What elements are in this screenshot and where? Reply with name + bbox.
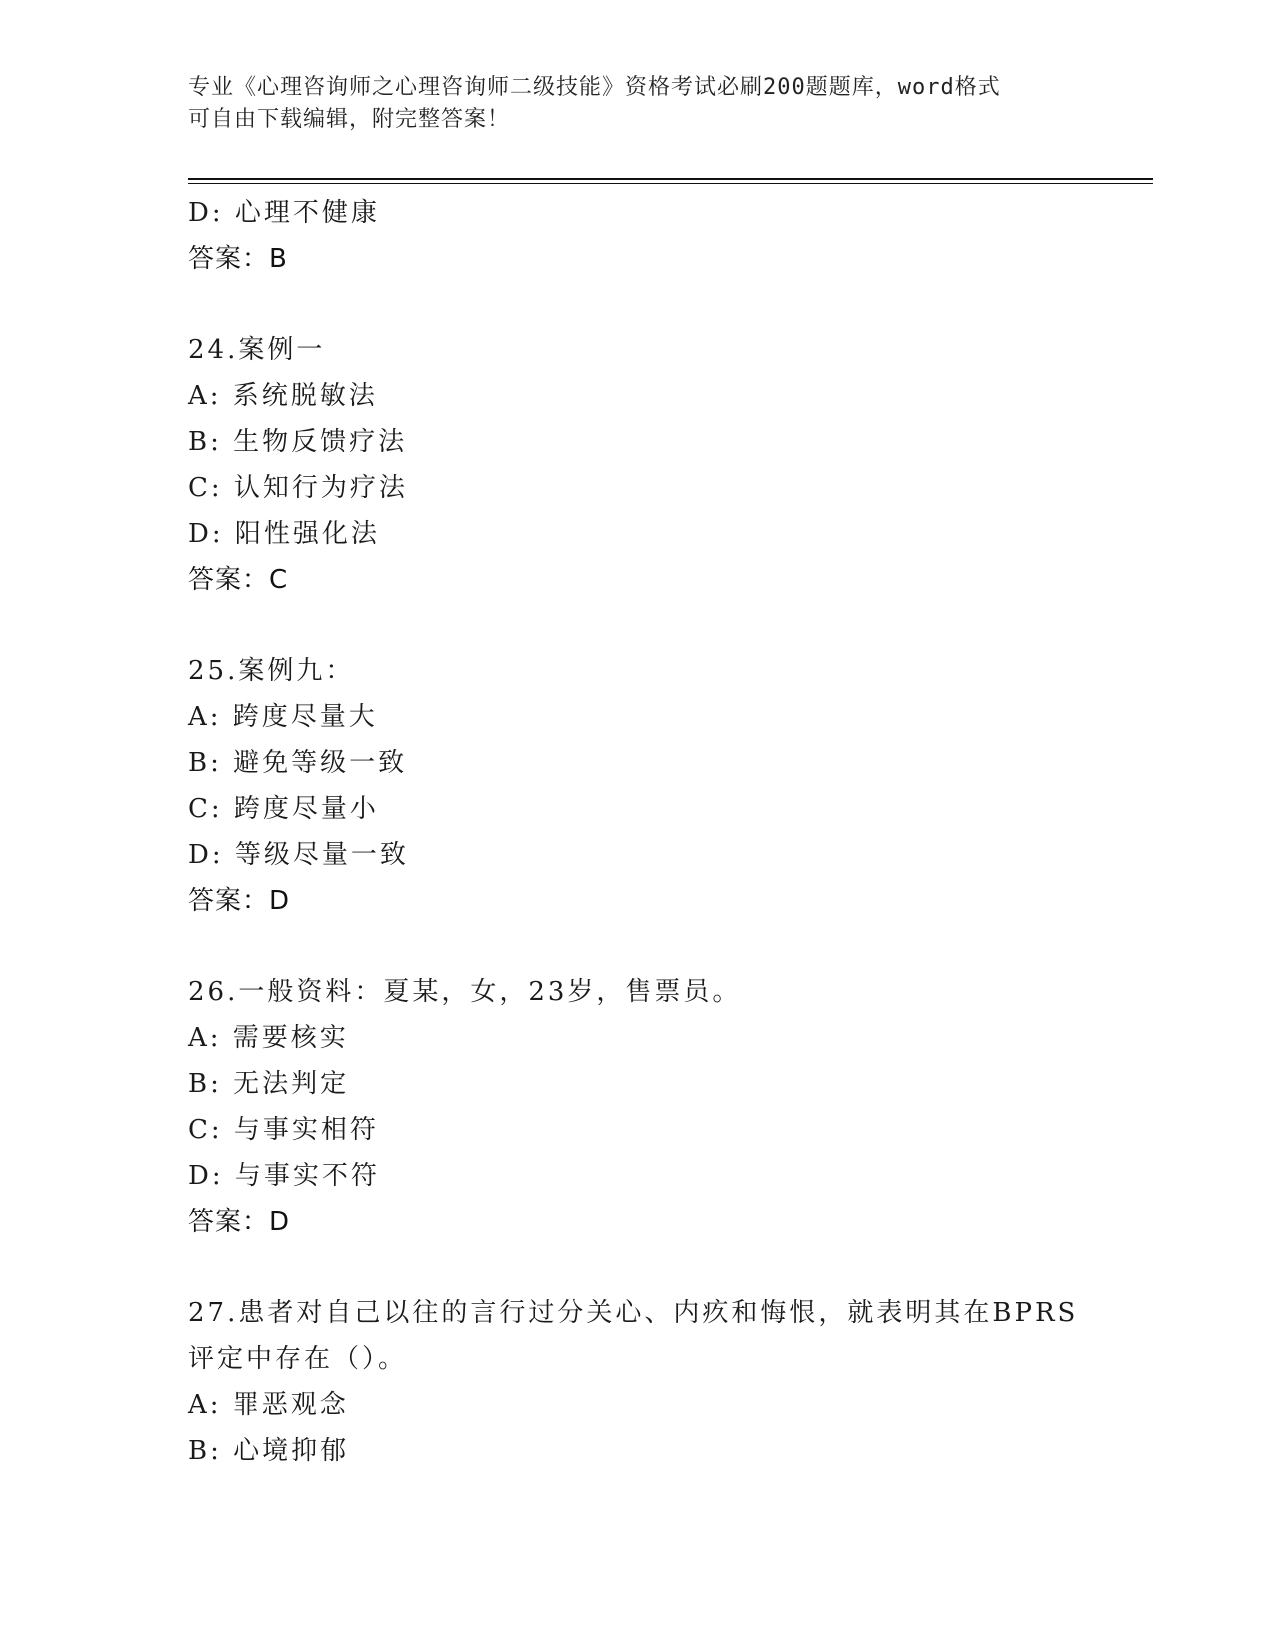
question-27 [188,1290,1088,1474]
option-d: D: 阳性强化法 [188,519,380,549]
question-list [188,190,1088,1474]
answer: 答案：D [188,886,291,916]
option-b: B: 无法判定 [188,1069,350,1099]
option-a: A: 罪恶观念 [188,1390,349,1420]
question-stem-line-2: 评定中存在（）。 [188,1344,408,1374]
option-b: B: 心境抑郁 [188,1436,350,1466]
option-d: D: 等级尽量一致 [188,840,409,870]
option-a: A: 系统脱敏法 [188,381,378,411]
option-a: A: 跨度尽量大 [188,702,378,732]
question-25 [188,648,1088,924]
option-d: D: 心理不健康 [188,198,380,228]
option-c: C: 跨度尽量小 [188,794,379,824]
header-divider-thick [188,178,1153,180]
question-stem: 26.一般资料：夏某，女，23岁，售票员。 [188,977,742,1007]
question-24 [188,327,1088,603]
answer: 答案：D [188,1207,291,1237]
spacer [188,924,1088,969]
option-d: D: 与事实不符 [188,1161,380,1191]
spacer [188,282,1088,327]
answer: 答案：C [188,565,289,595]
header-line-2: 可自由下载编辑，附完整答案！ [188,107,511,132]
spacer [188,1245,1088,1290]
header-line-1: 专业《心理咨询师之心理咨询师二级技能》资格考试必刷200题题库，word格式 [188,75,1001,100]
answer: 答案：B [188,244,288,274]
option-a: A: 需要核实 [188,1023,349,1053]
question-stem: 24.案例一 [188,335,326,365]
option-b: B: 避免等级一致 [188,748,408,778]
previous-question-tail [188,190,1088,282]
document-header [188,72,1068,136]
option-c: C: 与事实相符 [188,1115,379,1145]
question-stem-line-1: 27.患者对自己以往的言行过分关心、内疚和悔恨，就表明其在BPRS [188,1298,1079,1328]
question-26 [188,969,1088,1245]
question-stem: 25.案例九： [188,656,355,686]
spacer [188,603,1088,648]
header-divider-thin [188,183,1153,184]
option-c: C: 认知行为疗法 [188,473,408,503]
option-b: B: 生物反馈疗法 [188,427,408,457]
